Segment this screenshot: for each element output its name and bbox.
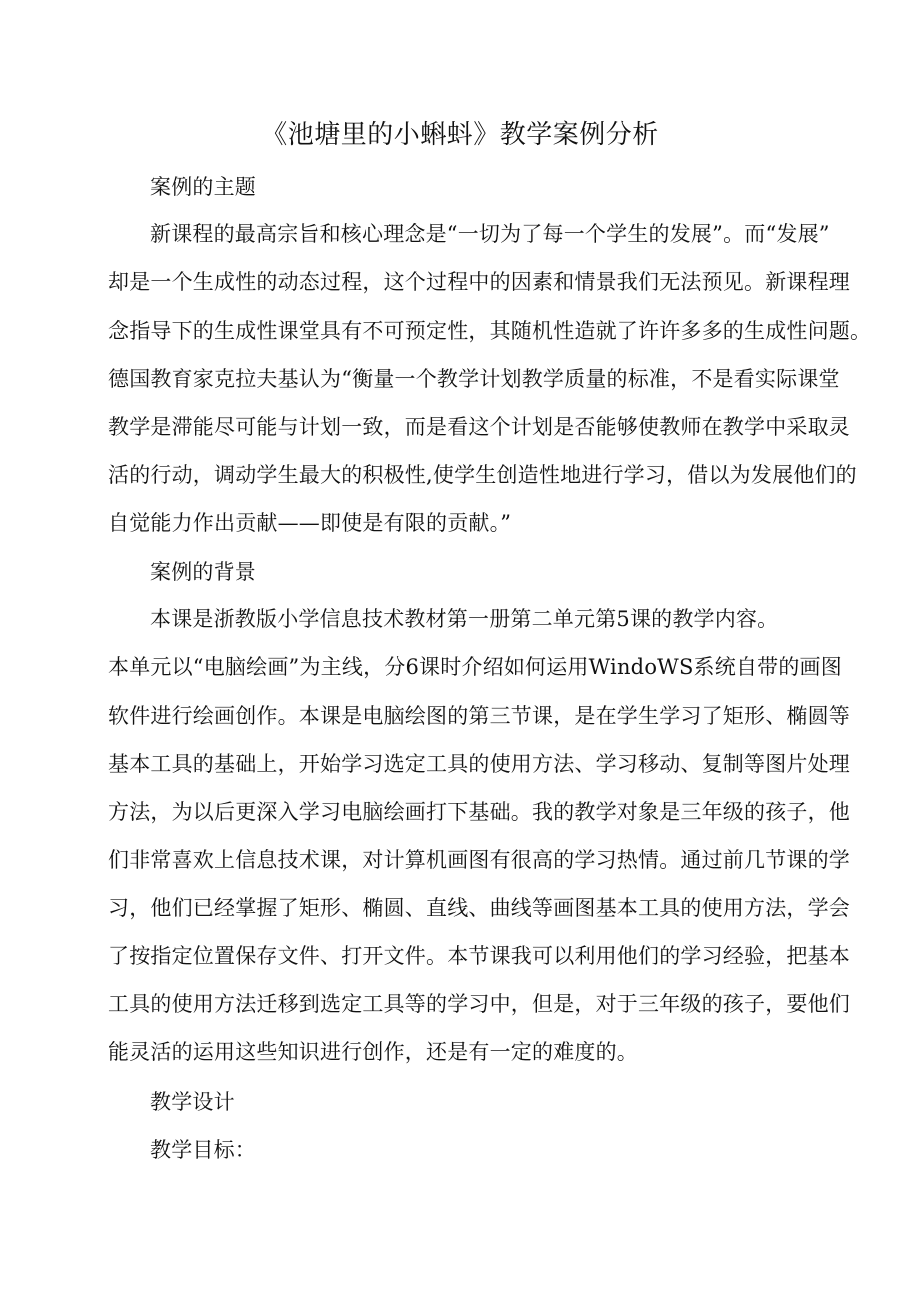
paragraph-line: 却是一个生成性的动态过程，这个过程中的因素和情景我们无法预见。新课程理: [108, 270, 850, 294]
paragraph-line: 德国教育家克拉夫基认为“衡量一个教学计划教学质量的标准，不是看实际课堂: [108, 367, 840, 391]
paragraph-line: 方法，为以后更深入学习电脑绘画打下基础。我的教学对象是三年级的孩子，他: [108, 800, 850, 824]
paragraph-line: 了按指定位置保存文件、打开文件。本节课我可以利用他们的学习经验，把基本: [108, 944, 850, 968]
paragraph-line: 活的行动，调动学生最大的积极性,使学生创造性地进行学习，借以为发展他们的: [108, 463, 857, 487]
paragraph-line: 新课程的最高宗旨和核心理念是“一切为了每一个学生的发展”。而“发展”: [150, 222, 830, 246]
paragraph-line: 们非常喜欢上信息技术课，对计算机画图有很高的学习热情。通过前几节课的学: [108, 848, 850, 872]
paragraph-line: 自觉能力作出贡献——即使是有限的贡献。”: [108, 511, 512, 535]
paragraph-line: 本单元以“电脑绘画”为主线，分6课时介绍如何运用WindoWS系统自带的画图: [108, 655, 842, 679]
paragraph-line: 念指导下的生成性课堂具有不可预定性，其随机性造就了许许多多的生成性问题。: [108, 319, 872, 343]
paragraph-line: 习，他们已经掌握了矩形、椭圆、直线、曲线等画图基本工具的使用方法，学会: [108, 896, 850, 920]
paragraph-line: 软件进行绘画创作。本课是电脑绘图的第三节课，是在学生学习了矩形、椭圆等: [108, 704, 850, 728]
paragraph-line: 工具的使用方法迁移到选定工具等的学习中，但是，对于三年级的孩子，要他们: [108, 992, 850, 1016]
paragraph-line: 本课是浙教版小学信息技术教材第一册第二单元第5课的教学内容。: [150, 607, 779, 631]
section-heading-teaching-design: 教学设计: [150, 1090, 235, 1114]
paragraph-line: 基本工具的基础上，开始学习选定工具的使用方法、学习移动、复制等图片处理: [108, 752, 850, 776]
document-title: 《池塘里的小蝌蚪》教学案例分析: [261, 120, 659, 150]
paragraph-line: 能灵活的运用这些知识进行创作，还是有一定的难度的。: [108, 1040, 638, 1064]
paragraph-line: 教学是滞能尽可能与计划一致，而是看这个计划是否能够使教师在教学中采取灵: [108, 415, 850, 439]
section-heading-background: 案例的背景: [150, 560, 256, 584]
section-heading-theme: 案例的主题: [150, 175, 256, 199]
section-heading-teaching-goals: 教学目标：: [150, 1138, 256, 1162]
